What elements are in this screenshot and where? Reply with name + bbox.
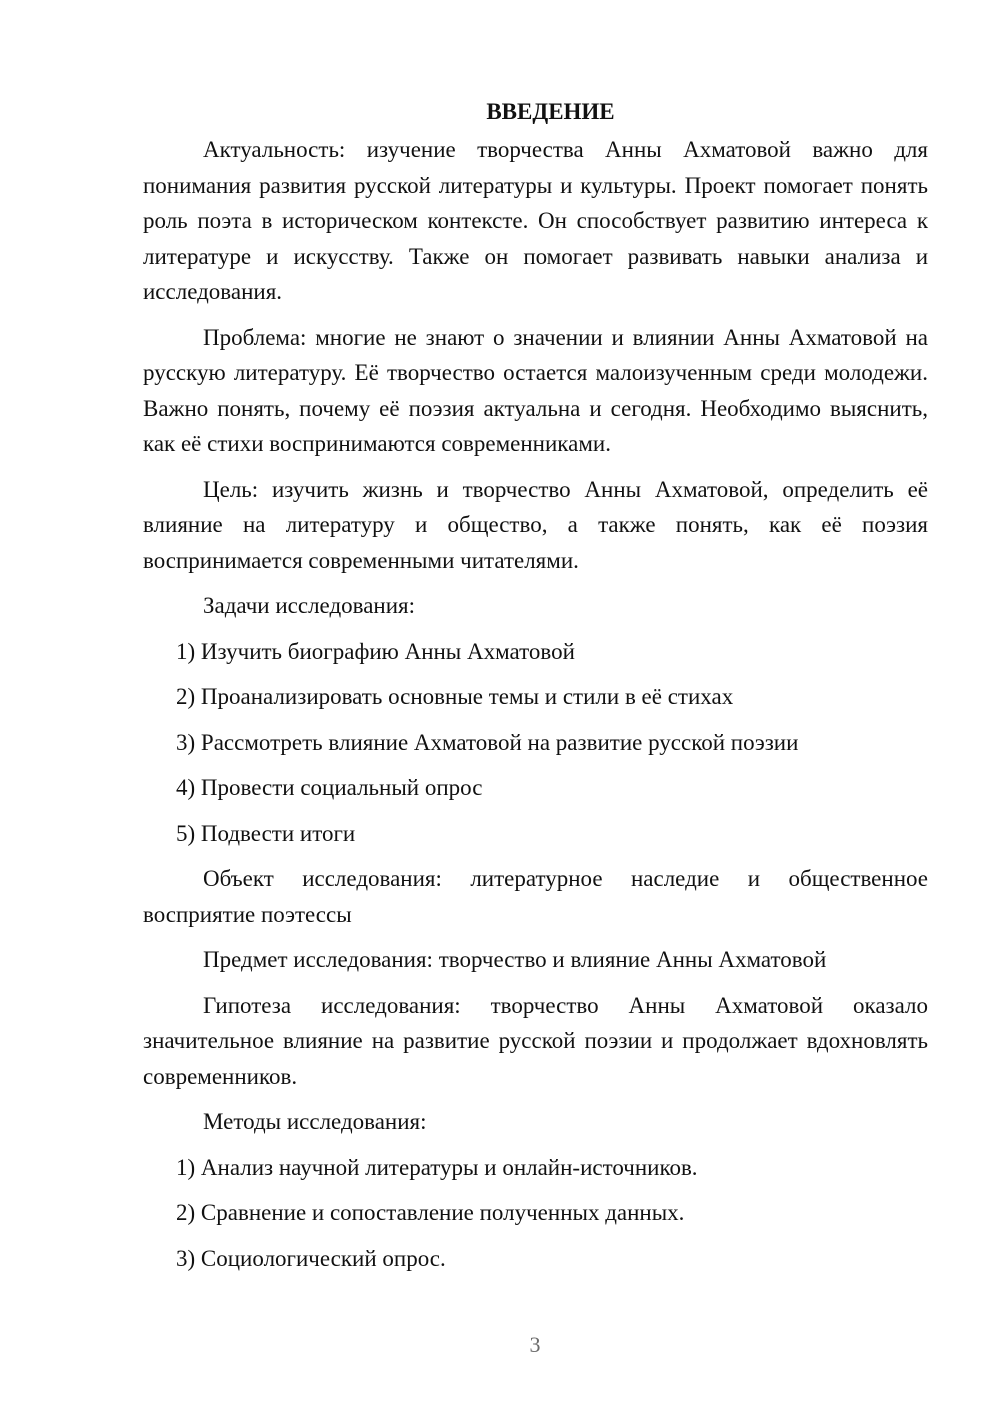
list-item: 3) Рассмотреть влияние Ахматовой на развитие русской поэзии — [176, 729, 799, 755]
list-item: 1) Изучить биографию Анны Ахматовой — [176, 638, 575, 664]
methods-list — [143, 1150, 928, 1277]
methods-heading: Методы исследования: — [203, 1109, 427, 1134]
hypothesis-paragraph: Гипотеза исследования: творчество Анны Ахматовой оказало значительное влияние на развитие русской поэзии и продолжает вдохновлять современников. — [143, 992, 928, 1089]
page-number: 3 — [529, 1332, 541, 1357]
list-item: 3) Социологический опрос. — [176, 1245, 446, 1271]
tasks-heading: Задачи исследования: — [203, 593, 416, 618]
tasks-list — [143, 634, 928, 852]
list-item: 2) Сравнение и сопоставление полученных данных. — [176, 1200, 685, 1225]
list-item: 1) Анализ научной литературы и онлайн-источников. — [176, 1154, 698, 1180]
subject-paragraph: Предмет исследования: творчество и влияние Анны Ахматовой — [203, 947, 827, 972]
relevance-paragraph: Актуальность: изучение творчества Анны Ахматовой важно для понимания развития русской литературы и культуры. Проект помогает понять роль поэта в историческом контексте. Он способствует развитию интереса к литературе и искусству. Также он помогает развивать навыки анализа и исследования. — [143, 137, 928, 304]
list-item: 5) Подвести итоги — [176, 820, 356, 846]
section-title: ВВЕДЕНИЕ — [486, 99, 615, 124]
list-item: 2) Проанализировать основные темы и стили в её стихах — [176, 684, 734, 709]
problem-paragraph: Проблема: многие не знают о значении и влиянии Анны Ахматовой на русскую литературу. Её творчество остается малоизученным среди молодежи. Важно понять, почему её поэзия актуальна и сегодня. Необходимо выяснить, как её стихи воспринимаются современниками. — [143, 324, 928, 456]
object-paragraph: Объект исследования: литературное наследие и общественное восприятие поэтессы — [143, 866, 928, 927]
goal-paragraph: Цель: изучить жизнь и творчество Анны Ахматовой, определить её влияние на литературу и общество, а также понять, как её поэзия воспринимается современными читателями. — [143, 476, 928, 573]
list-item: 4) Провести социальный опрос — [176, 775, 483, 800]
document-body — [143, 96, 928, 1286]
